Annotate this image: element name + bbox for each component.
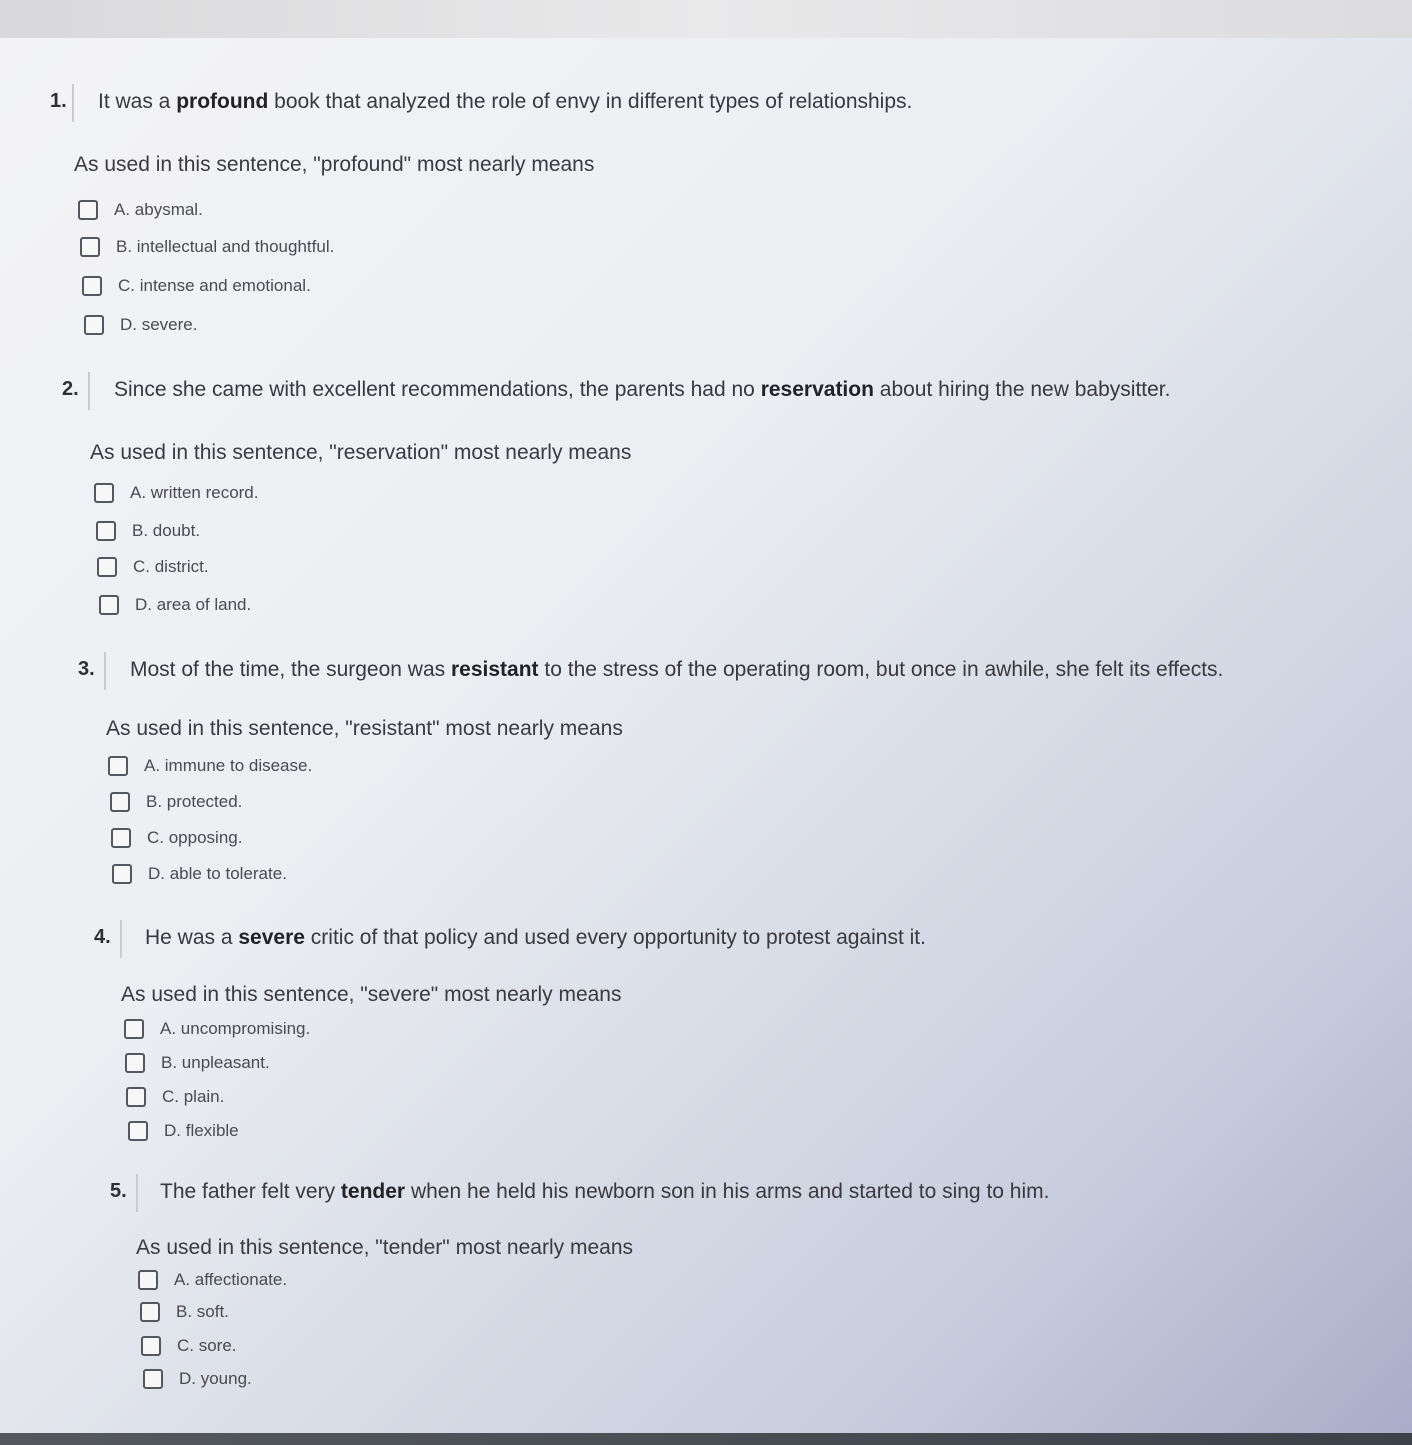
checkbox[interactable] (108, 756, 128, 776)
question-prompt: As used in this sentence, "profound" most nearly means (74, 153, 595, 176)
question-prompt: As used in this sentence, "resistant" most nearly means (106, 717, 623, 740)
checkbox[interactable] (140, 1302, 160, 1322)
checkbox[interactable] (124, 1019, 144, 1039)
option-b[interactable]: B. soft. (140, 1300, 229, 1324)
option-b[interactable]: B. intellectual and thoughtful. (80, 235, 334, 259)
question-stem: It was a profound book that analyzed the role of envy in different types of relationships. (98, 90, 913, 113)
checkbox[interactable] (110, 792, 130, 812)
option-c[interactable]: C. district. (97, 555, 209, 579)
option-b[interactable]: B. doubt. (96, 519, 200, 543)
target-word: resistant (451, 658, 539, 681)
answer-flag-bar[interactable] (120, 920, 122, 958)
option-c[interactable]: C. intense and emotional. (82, 274, 311, 298)
option-a[interactable]: A. immune to disease. (108, 754, 312, 778)
question-stem: Since she came with excellent recommendations, the parents had no reservation about hiring the new babysitter. (114, 378, 1171, 401)
question-prompt: As used in this sentence, "severe" most nearly means (121, 983, 622, 1006)
target-word: profound (176, 90, 269, 113)
question-number: 5. (110, 1180, 127, 1202)
question-stem: He was a severe critic of that policy and used every opportunity to protest against it. (145, 926, 926, 949)
checkbox[interactable] (96, 521, 116, 541)
answer-flag-bar[interactable] (136, 1174, 138, 1212)
checkbox[interactable] (82, 276, 102, 296)
taskbar-edge (0, 1433, 1412, 1445)
option-a[interactable]: A. affectionate. (138, 1268, 287, 1292)
option-c[interactable]: C. opposing. (111, 826, 242, 850)
checkbox[interactable] (138, 1270, 158, 1290)
question-number: 1. (50, 90, 67, 112)
target-word: tender (340, 1180, 406, 1203)
option-d[interactable]: D. able to tolerate. (112, 862, 287, 886)
checkbox[interactable] (125, 1053, 145, 1073)
target-word: severe (238, 926, 305, 949)
option-a[interactable]: A. abysmal. (78, 198, 203, 222)
checkbox[interactable] (78, 200, 98, 220)
question-number: 4. (94, 926, 111, 948)
answer-flag-bar[interactable] (72, 84, 74, 122)
option-b[interactable]: B. protected. (110, 790, 242, 814)
answer-flag-bar[interactable] (88, 372, 90, 410)
option-a[interactable]: A. uncompromising. (124, 1017, 310, 1041)
question-number: 3. (78, 658, 95, 680)
option-a[interactable]: A. written record. (94, 481, 259, 505)
question-prompt: As used in this sentence, "reservation" most nearly means (90, 441, 632, 464)
checkbox[interactable] (99, 595, 119, 615)
checkbox[interactable] (112, 864, 132, 884)
target-word: reservation (760, 378, 874, 401)
checkbox[interactable] (94, 483, 114, 503)
option-c[interactable]: C. plain. (126, 1085, 224, 1109)
checkbox[interactable] (97, 557, 117, 577)
option-d[interactable]: D. severe. (84, 313, 197, 337)
checkbox[interactable] (128, 1121, 148, 1141)
checkbox[interactable] (111, 828, 131, 848)
question-stem: The father felt very tender when he held his newborn son in his arms and started to sing to him. (160, 1180, 1050, 1203)
checkbox[interactable] (141, 1336, 161, 1356)
option-b[interactable]: B. unpleasant. (125, 1051, 270, 1075)
browser-top-band (0, 0, 1412, 38)
checkbox[interactable] (80, 237, 100, 257)
question-stem: Most of the time, the surgeon was resistant to the stress of the operating room, but once in awhile, she felt its effects. (130, 658, 1224, 681)
option-d[interactable]: D. young. (143, 1367, 252, 1391)
question-prompt: As used in this sentence, "tender" most nearly means (136, 1236, 633, 1259)
checkbox[interactable] (143, 1369, 163, 1389)
option-d[interactable]: D. flexible (128, 1119, 239, 1143)
checkbox[interactable] (84, 315, 104, 335)
option-c[interactable]: C. sore. (141, 1334, 237, 1358)
question-number: 2. (62, 378, 79, 400)
checkbox[interactable] (126, 1087, 146, 1107)
option-d[interactable]: D. area of land. (99, 593, 251, 617)
answer-flag-bar[interactable] (104, 652, 106, 690)
